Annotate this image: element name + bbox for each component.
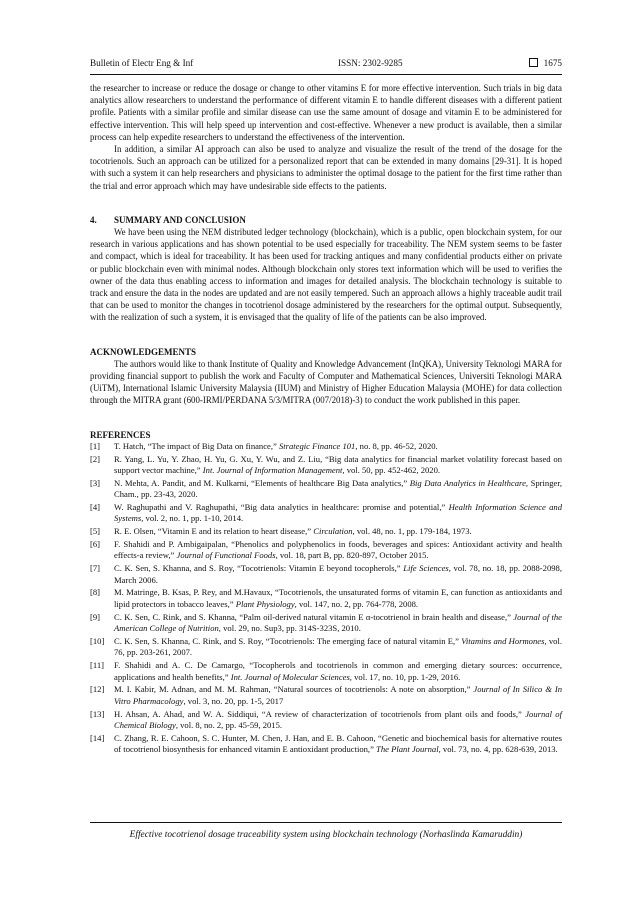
paragraph-2: In addition, a similar AI approach can also be used to analyze and visualize the result of the trend of the dosage for the tocotrienols. Such an approach can be utilized for a personalized report that can be extended in many domains [29-31]. It is hoped with such a system it can help researchers and physicians to administer the optimal dosage to the patient for the first time rather than the trial and error approach which may have undesirable side effects to the patients. <box>90 144 562 191</box>
issn: ISSN: 2302-9285 <box>338 58 403 68</box>
section-title: SUMMARY AND CONCLUSION <box>114 214 246 225</box>
reference-item: [7] C. K. Sen, S. Khanna, and S. Roy, “Tocotrienols: Vitamin E beyond tocopherols,” Life Sciences, vol. 78, no. 18, pp. 2088-2098, March 2006. <box>90 563 562 585</box>
reference-item: [14] C. Zhang, R. E. Cahoon, S. C. Hunter, M. Chen, J. Han, and E. B. Cahoon, “Genetic and biochemical basis for alternative routes of tocotrienol biosynthesis for enhanced vitamin E antioxidant production,” The Plant Journal, vol. 73, no. 4, pp. 628-639, 2013. <box>90 732 562 755</box>
reference-item: [8] M. Matringe, B. Ksas, P. Rey, and M.Havaux, “Tocotrienols, the unsaturated forms of vitamin E, can function as antioxidants and lipid protectors in tobacco leaves,” Plant Physiology, vol. 147, no. 2, pp. 764-778, 2008. <box>90 587 562 609</box>
page-number-group <box>529 58 562 68</box>
reference-item: [9] C. K. Sen, C. Rink, and S. Khanna, “Palm oil-derived natural vitamin E α-tocotrienol in brain health and disease,” Journal of the American College of Nutrition, vol. 29, no. Sup3, pp. 314S-323S, 2010. <box>90 611 562 634</box>
paragraph-acknowledgements: The authors would like to thank Institute of Quality and Knowledge Advancement (InQKA), University Teknologi MARA for providing financial support to publish the work and Faculty of Computer and Mathematical Sciences, Universiti Teknologi MARA (UiTM), International Islamic University Malaysia (IIUM) and Ministry of Higher Education Malaysia (MOHE) for data collection through the MITRA grant (600-IRMI/PERDANA 5/3/MITRA (007/2018)-3) to conduct the work published in this paper. <box>90 358 562 406</box>
reference-item: [1] T. Hatch, “The impact of Big Data on finance,” Strategic Finance 101, no. 8, pp. 46-52, 2020. <box>90 440 438 451</box>
main-text <box>90 82 562 757</box>
reference-item: [3] N. Mehta, A. Pandit, and M. Kulkarni, “Elements of healthcare Big Data analytics,” Big Data Analytics in Healthcare, Springer, Cham., pp. 23-43, 2020. <box>90 477 562 500</box>
reference-item: [10] C. K. Sen, S. Khanna, C. Rink, and S. Roy, “Tocotrienols: The emerging face of natural vitamin E,” Vitamins and Hormones, vol. 76, pp. 203-261, 2007. <box>90 635 562 658</box>
section-heading-4 <box>90 214 562 226</box>
section-number: 4. <box>90 214 97 225</box>
page-number: 1675 <box>543 58 562 68</box>
reference-item: [12] M. I. Kabir, M. Adnan, and M. M. Rahman, “Natural sources of tocotrienols: A note on absorption,” Journal of In Silico & In Vitro Pharmacology, vol. 3, no. 20, pp. 1-5, 2017 <box>90 684 562 706</box>
running-footer: Effective tocotrienol dosage traceability system using blockchain technology (Norhaslinda Kamaruddin) <box>129 830 523 840</box>
header-divider <box>90 74 562 75</box>
reference-item: [5] R. E. Olsen, “Vitamin E and its relation to heart disease,” Circulation, vol. 48, no. 1, pp. 179-184, 1973. <box>90 526 472 537</box>
paragraph-1: the researcher to increase or reduce the dosage or change to other vitamins E for more effective intervention. Such trials in big data analytics allow researchers to understand the performance of different vitamin E to handle different diseases with a different patient profile. Patients with a similar profile and similar disease can use the same amount of dosage and vitamin E to be administered for effective intervention. This will help speed up intervention and cost-effective. Whenever a new product is available, then a similar process can help expedite researchers to understand the effectiveness of the intervention. <box>90 83 562 142</box>
running-header <box>90 58 562 74</box>
reference-item: [4] W. Raghupathi and V. Raghupathi, “Big data analytics in healthcare: promise and potential,” Health Information Science and Systems, vol. 2, no. 1, pp. 1-10, 2014. <box>90 502 562 524</box>
reference-item: [13] H. Ahsan, A. Ahad, and W. A. Siddiqui, “A review of characterization of tocotrienols from plant oils and foods,” Journal of Chemical Biology, vol. 8, no. 2, pp. 45-59, 2015. <box>90 708 562 730</box>
reference-item: [11] F. Shahidi and A. C. De Camargo, “Tocopherols and tocotrienols in common and emerging dietary sources: occurrence, applications and health benefits,” Int. Journal of Molecular Sciences, vol. 17, no. 10, pp. 1-29, 2016. <box>90 660 562 682</box>
square-box-icon <box>529 58 538 67</box>
reference-item: [6] F. Shahidi and P. Ambigaipalan, “Phenolics and polyphenolics in foods, beverages and spices: Antioxidant activity and health effects-a review,” Journal of Functional Foods, vol. 18, part B, pp. 820-897, October 2015. <box>90 539 562 561</box>
footer-divider <box>90 822 562 823</box>
acknowledgements-heading: ACKNOWLEDGEMENTS <box>90 346 197 357</box>
paragraph-conclusion: We have been using the NEM distributed ledger technology (blockchain), which is a public, open blockchain system, for our research in various applications and has shown potential to be used especially for traceability. The NEM system seems to be faster and compact, which is ideal for traceability. It has been used for tracking antiques and many confidential products either on private or public blockchain even with minimal nodes. Although blockchain only stores text information which will be used to verifies the owner of the data thus enabling access to information and images for detailed analysis. The blockchain technology is suitable to track and ensure the data in the nodes are updated and are not easily tempered. Such an approach allows a highly traceable audit trail that can be used to monitor the changes in tocotrienol dosage administered by the researchers for the optimal output. Subsequently, with the realization of such a system, it is envisaged that the quality of life of the patients can be also improved. <box>90 227 562 323</box>
reference-list <box>90 441 562 756</box>
journal-name: Bulletin of Electr Eng & Inf <box>90 58 194 68</box>
references-heading: REFERENCES <box>90 429 151 440</box>
reference-item: [2] R. Yang, L. Yu, Y. Zhao, H. Yu, G. Xu, Y. Wu, and Z. Liu, “Big data analytics for financial market volatility forecast based on support vector machine,” Int. Journal of Information Management, vol. 50, pp. 452-462, 2020. <box>90 453 562 476</box>
